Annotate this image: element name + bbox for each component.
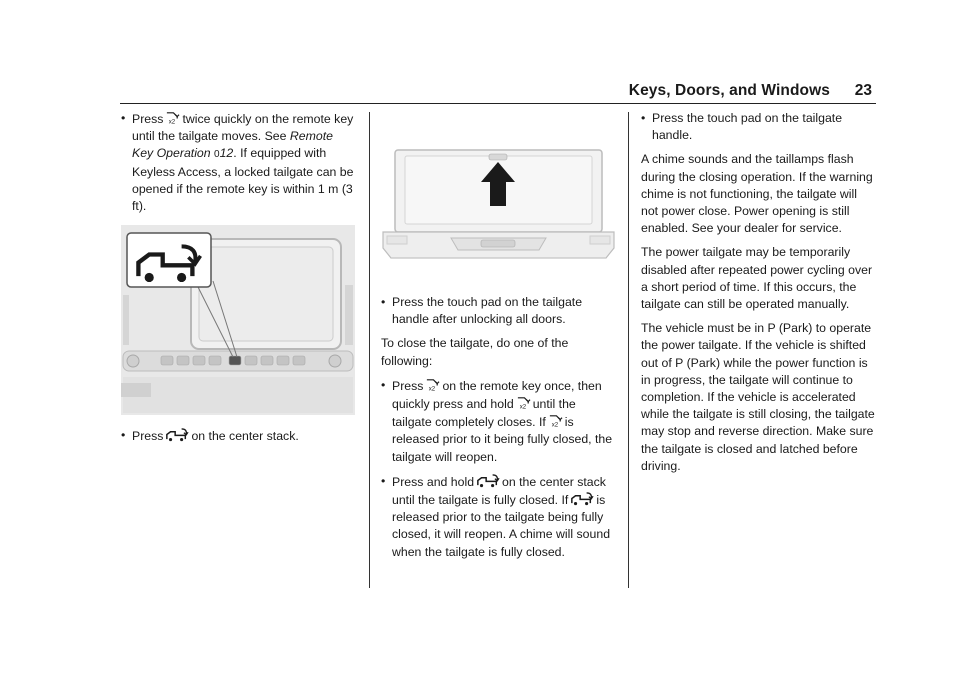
list-item [641,110,877,144]
remote-tailgate-icon [425,377,440,392]
tailgate-figure [381,146,616,270]
cross-reference-link[interactable]: Remote Key Operation [132,129,333,161]
bullet-text: Press [132,112,164,126]
bullet-text: . If equipped with Keyless Access, a locked tailgate can be opened if the remote key is within 1 m (3 ft). [132,146,354,214]
bullet-text: Press the touch pad on the tailgate handle after unlocking all doors. [392,295,583,327]
remote-tailgate-icon [516,395,531,410]
page-reference[interactable]: 12 [219,146,234,161]
truck-tailgate-icon [570,491,594,506]
tailgate-illustration [381,146,616,270]
paragraph: To close the tailgate, do one of the following: [381,336,569,368]
bullet-text: on the center stack until the tailgate is fully closed. If [392,474,606,508]
bullet-text: Press [392,378,424,393]
header-rule [120,103,876,104]
paragraph: The vehicle must be in P (Park) to operate the power tailgate. If the vehicle is shifted out of P (Park) while the power function is in progress, the tailgate will continue to completion. If the vehicle is accelerated while the tailgate is still closing, the tailgate may stop and reverse direction. Make sure the tailgate is closed and latched before driving. [641,321,875,473]
column-divider [369,112,370,588]
page-number: 23 [854,82,872,99]
bullet-text: Press [132,429,164,444]
list-item [121,427,357,445]
bullet-text: Press and hold [392,474,475,489]
bullet-text: twice quickly on the remote key until the tailgate moves. See [132,112,354,144]
page-header [120,82,876,104]
list-item [381,377,616,466]
bullet-text: on the center stack. [191,429,299,444]
column-2 [381,110,616,568]
list-item [381,294,616,328]
remote-tailgate-icon [165,110,180,125]
center-stack-figure [121,225,355,415]
truck-tailgate-icon [476,473,500,488]
column-3 [641,110,877,482]
column-divider [628,112,629,588]
bullet-text: on the remote key once, then quickly press and hold [392,378,602,412]
remote-tailgate-icon [548,413,563,428]
list-item [381,473,616,561]
column-1 [121,110,357,452]
paragraph: The power tailgate may be temporarily disabled after repeated power cycling over a short period of time. If this occurs, the tailgate can still be operated manually. [641,245,873,312]
truck-tailgate-icon [165,427,189,442]
bullet-text: Press the touch pad on the tailgate handle. [652,111,843,143]
paragraph: A chime sounds and the taillamps flash during the closing operation. If the warning chime is not functioning, the tailgate will not power close. Power opening is still enabled. See your dealer for service. [641,152,873,236]
bullet-text: until the tailgate completely closes. If [392,397,576,430]
section-title: Keys, Doors, and Windows [628,82,830,99]
center-stack-illustration [121,225,355,415]
bullet-text: is released prior to the tailgate being fully closed, it will reopen. A chime will sound when the tailgate is fully closed. [392,493,611,559]
cross-reference-arrow: 0 [214,149,220,161]
list-item [121,110,357,215]
bullet-text: is released prior to it being fully closed, the tailgate will reopen. [392,415,613,464]
